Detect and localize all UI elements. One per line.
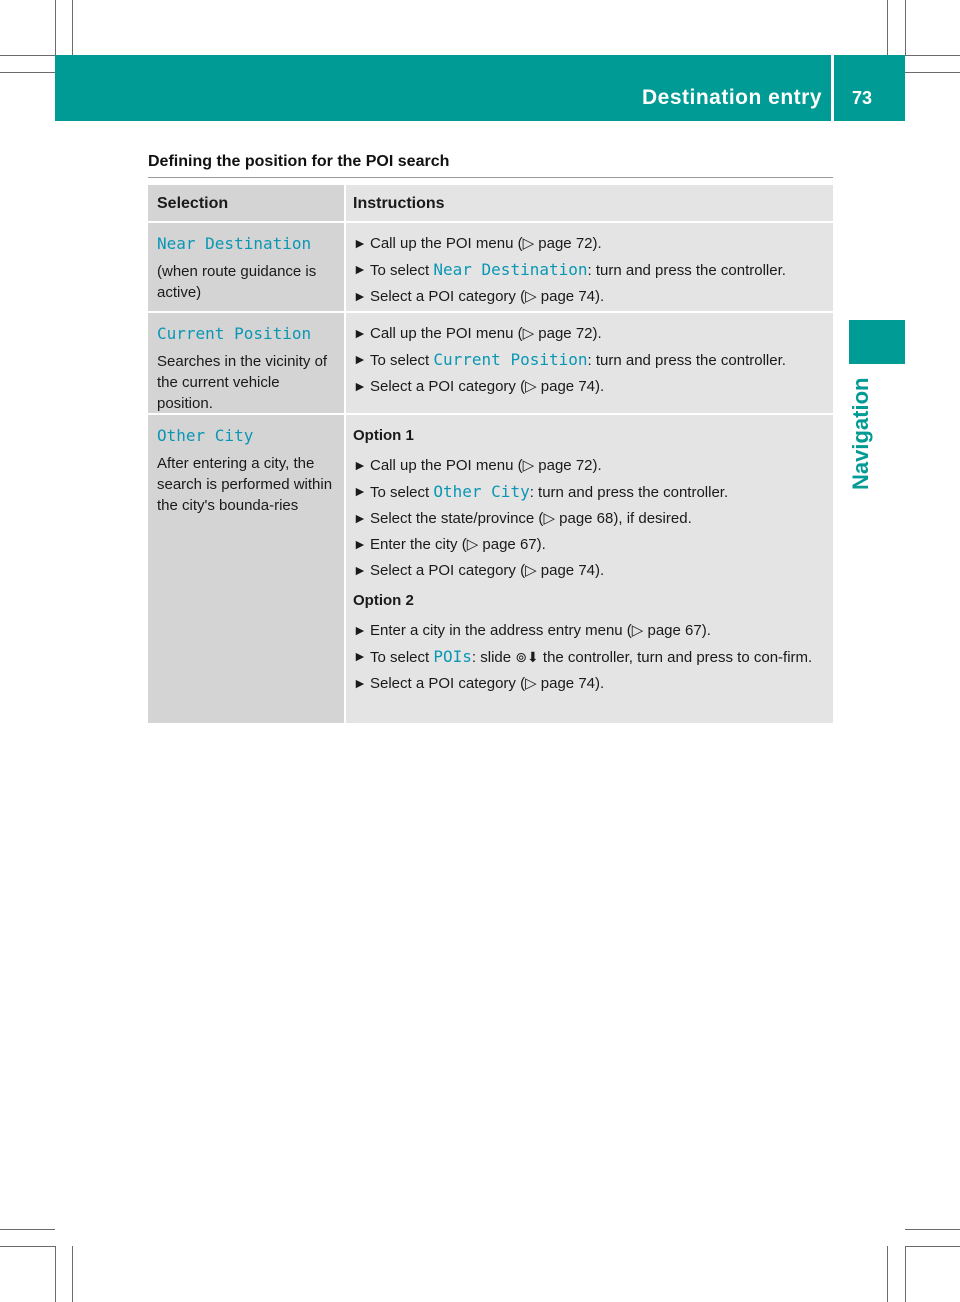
crop-mark (905, 72, 960, 73)
crop-mark (905, 1246, 960, 1247)
crop-mark (0, 55, 55, 56)
triangle-ref-icon: ▷ (543, 510, 560, 527)
selection-cell (148, 223, 344, 311)
controller-slide-icon: ⊚⬇ (515, 649, 539, 665)
instruction-step: ► To select Other City: turn and press the controller. (353, 482, 729, 501)
instructions-cell (344, 415, 833, 723)
instruction-step: ► Select a POI category (▷ page 74). (353, 675, 605, 692)
arrow-bullet-icon: ► (353, 648, 367, 664)
arrow-bullet-icon: ► (353, 622, 367, 638)
selection-description: Searches in the vicinity of the current vehicle position. (157, 353, 328, 412)
header-instructions: Instructions (344, 185, 833, 221)
crop-mark (905, 1246, 906, 1302)
arrow-bullet-icon: ► (353, 510, 367, 526)
side-tab-block (849, 320, 905, 364)
instructions-cell (344, 223, 833, 311)
selection-term: Other City (157, 426, 254, 445)
instruction-step: ► Select a POI category (▷ page 74). (353, 288, 605, 305)
triangle-ref-icon: ▷ (522, 325, 539, 342)
triangle-ref-icon: ▷ (525, 562, 541, 579)
arrow-bullet-icon: ► (353, 235, 367, 251)
crop-mark (905, 1229, 960, 1230)
arrow-bullet-icon: ► (353, 536, 367, 552)
triangle-ref-icon: ▷ (631, 622, 648, 639)
triangle-ref-icon: ▷ (525, 675, 541, 692)
crop-mark (0, 1229, 55, 1230)
selection-term: Current Position (157, 324, 312, 343)
section-title: Defining the position for the POI search (148, 153, 450, 170)
triangle-ref-icon: ▷ (525, 378, 541, 395)
selection-cell (148, 313, 344, 413)
selection-description: After entering a city, the search is performed within the city's bounda-ries (157, 455, 333, 514)
instruction-step: ► Enter a city in the address entry menu (▷ page 67). (353, 622, 711, 639)
title-rule (148, 177, 833, 178)
crop-mark (55, 0, 56, 55)
arrow-bullet-icon: ► (353, 325, 367, 341)
poi-position-table (148, 185, 833, 725)
selection-term: Near Destination (157, 234, 312, 253)
crop-mark (72, 1246, 73, 1302)
arrow-bullet-icon: ► (353, 351, 367, 367)
arrow-bullet-icon: ► (353, 378, 367, 394)
instruction-step: ► Select the state/province (▷ page 68), if desired. (353, 510, 692, 527)
instruction-step: ► Enter the city (▷ page 67). (353, 536, 546, 553)
crop-mark (72, 0, 73, 55)
crop-mark (0, 1246, 55, 1247)
arrow-bullet-icon: ► (353, 261, 367, 277)
option-heading: Option 2 (353, 592, 414, 609)
crop-mark (887, 0, 888, 55)
instruction-step: ► Call up the POI menu (▷ page 72). (353, 325, 602, 342)
crop-mark (55, 1246, 56, 1302)
instruction-step: ► Call up the POI menu (▷ page 72). (353, 457, 602, 474)
triangle-ref-icon: ▷ (525, 288, 541, 305)
table-row (148, 415, 833, 725)
triangle-ref-icon: ▷ (522, 457, 539, 474)
crop-mark (905, 0, 906, 55)
crop-mark (905, 55, 960, 56)
instruction-step: ► To select Near Destination: turn and press the controller. (353, 260, 786, 279)
table-row (148, 223, 833, 313)
crop-mark (887, 1246, 888, 1302)
option-heading: Option 1 (353, 427, 414, 444)
side-tab-label: Navigation (848, 377, 873, 490)
instruction-step: ► Call up the POI menu (▷ page 72). (353, 235, 602, 252)
header-selection: Selection (148, 185, 344, 221)
selection-cell (148, 415, 344, 723)
table-row (148, 313, 833, 415)
selection-description: (when route guidance is active) (157, 263, 317, 301)
triangle-ref-icon: ▷ (466, 536, 483, 553)
arrow-bullet-icon: ► (353, 562, 367, 578)
instruction-step: ► To select POIs: slide ⊚⬇ the controller, turn and press to con-firm. (353, 647, 813, 666)
instruction-step: ► To select Current Position: turn and press the controller. (353, 350, 786, 369)
table-header-row (148, 185, 833, 223)
triangle-ref-icon: ▷ (522, 235, 539, 252)
arrow-bullet-icon: ► (353, 457, 367, 473)
chapter-title: Destination entry (641, 86, 822, 109)
instructions-cell (344, 313, 833, 413)
header-divider (831, 55, 834, 121)
arrow-bullet-icon: ► (353, 288, 367, 304)
page-number: 73 (852, 88, 873, 108)
instruction-step: ► Select a POI category (▷ page 74). (353, 562, 605, 579)
arrow-bullet-icon: ► (353, 675, 367, 691)
arrow-bullet-icon: ► (353, 483, 367, 499)
instruction-step: ► Select a POI category (▷ page 74). (353, 378, 605, 395)
crop-mark (0, 72, 55, 73)
